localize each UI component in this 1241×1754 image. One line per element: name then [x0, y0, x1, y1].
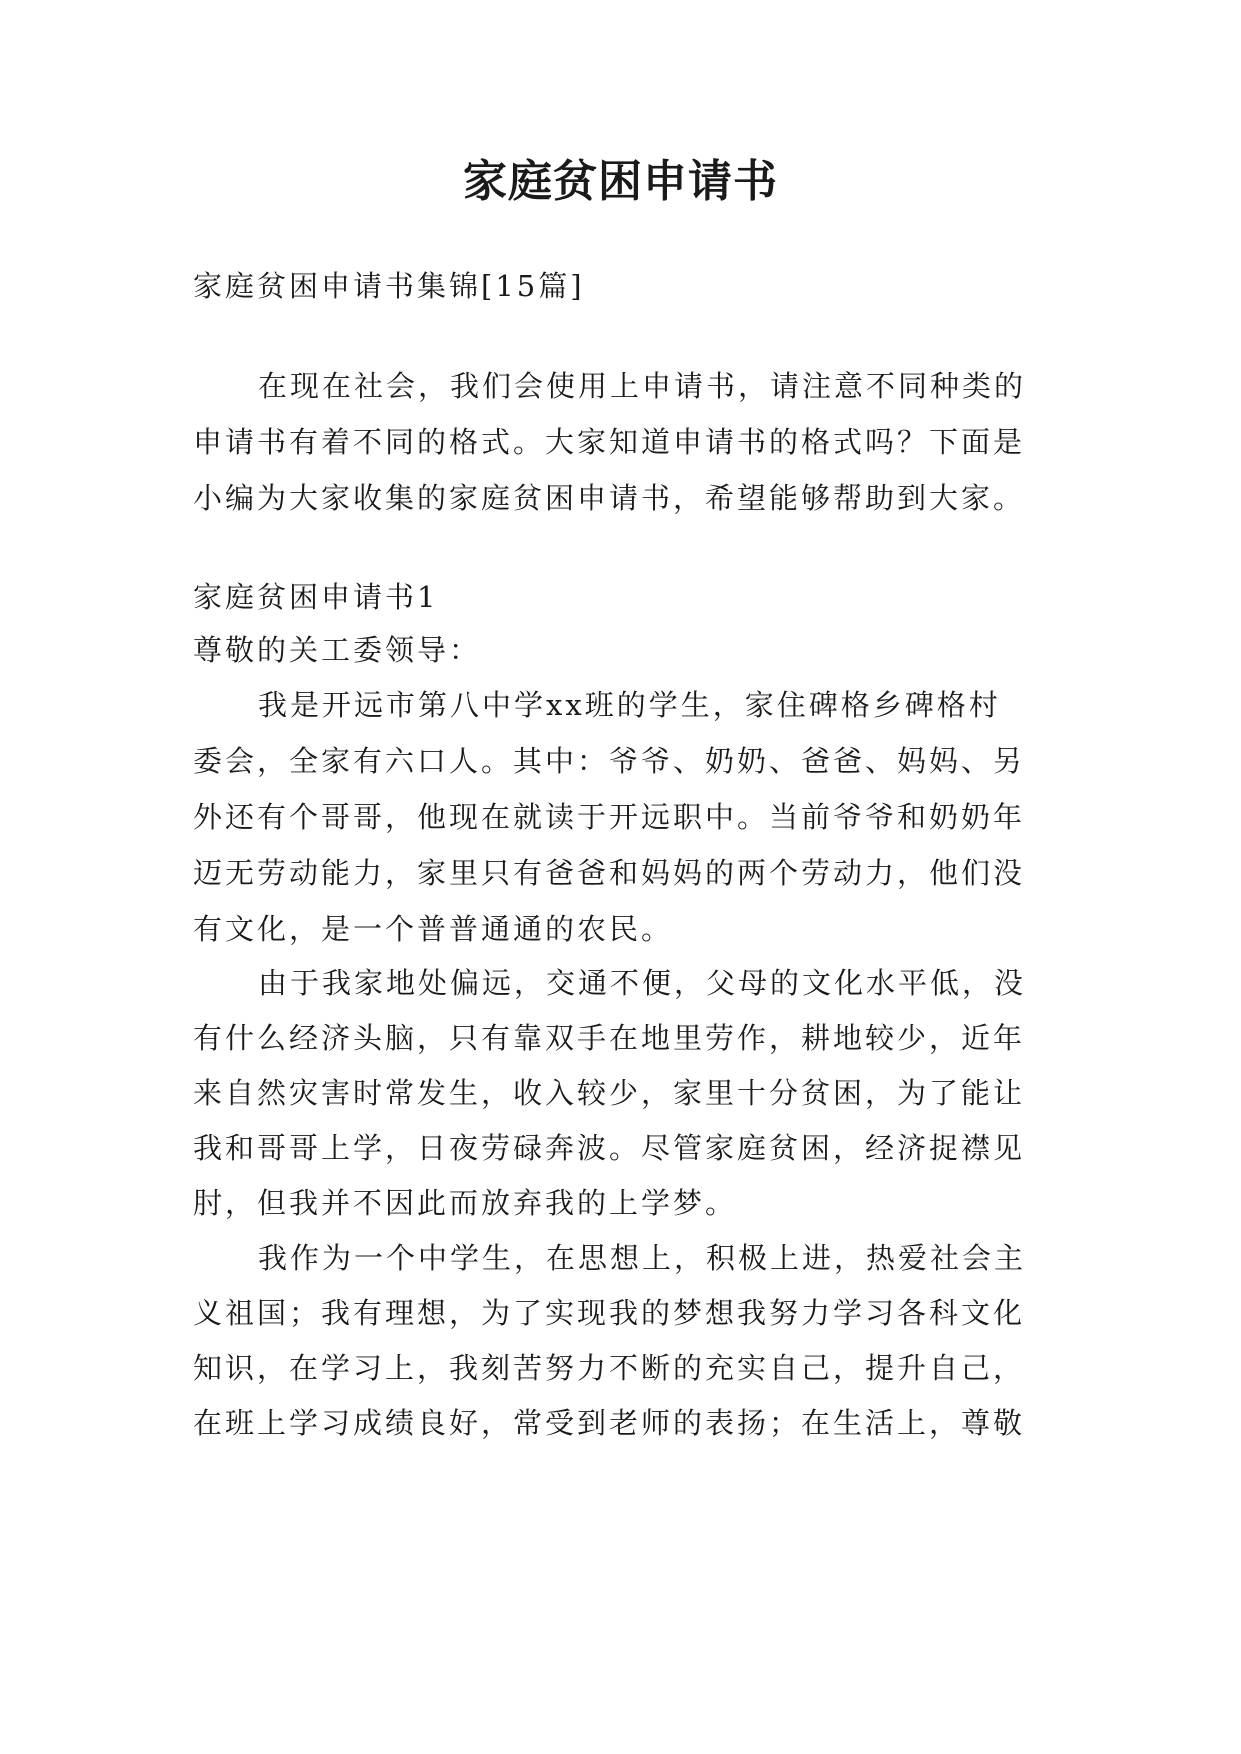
- paragraph-line: 由于我家地处偏远，交通不便，父母的文化水平低，没: [258, 966, 1027, 1000]
- intro-line: 小编为大家收集的家庭贫困申请书，希望能够帮助到大家。: [193, 481, 1026, 515]
- intro-line: 申请书有着不同的格式。大家知道申请书的格式吗？下面是: [193, 425, 1026, 459]
- paragraph-line: 我作为一个中学生，在思想上，积极上进，热爱社会主: [258, 1241, 1027, 1275]
- section-heading: 家庭贫困申请书1: [193, 580, 439, 614]
- intro-line: 在现在社会，我们会使用上申请书，请注意不同种类的: [258, 369, 1027, 403]
- paragraph-line: 迈无劳动能力，家里只有爸爸和妈妈的两个劳动力，他们没: [193, 856, 1026, 890]
- salutation: 尊敬的关工委领导：: [193, 633, 482, 667]
- paragraph-line: 来自然灾害时常发生，收入较少，家里十分贫困，为了能让: [193, 1076, 1026, 1110]
- paragraph-line: 义祖国；我有理想，为了实现我的梦想我努力学习各科文化: [193, 1296, 1026, 1330]
- paragraph-line: 外还有个哥哥，他现在就读于开远职中。当前爷爷和奶奶年: [193, 800, 1026, 834]
- document-title: 家庭贫困申请书: [463, 156, 778, 207]
- paragraph-line: 在班上学习成绩良好，常受到老师的表扬；在生活上，尊敬: [193, 1406, 1026, 1440]
- paragraph-line: 我和哥哥上学，日夜劳碌奔波。尽管家庭贫困，经济捉襟见: [193, 1131, 1026, 1165]
- paragraph-line: 我是开远市第八中学xx班的学生，家住碑格乡碑格村: [258, 688, 1001, 722]
- paragraph-line: 有文化，是一个普普通通的农民。: [193, 912, 674, 946]
- document-subtitle: 家庭贫困申请书集锦[15篇]: [193, 269, 585, 303]
- paragraph-line: 肘，但我并不因此而放弃我的上学梦。: [193, 1186, 738, 1220]
- paragraph-line: 知识，在学习上，我刻苦努力不断的充实自己，提升自己，: [193, 1351, 1026, 1385]
- paragraph-line: 有什么经济头脑，只有靠双手在地里劳作，耕地较少，近年: [193, 1021, 1026, 1055]
- paragraph-line: 委会，全家有六口人。其中：爷爷、奶奶、爸爸、妈妈、另: [193, 744, 1026, 778]
